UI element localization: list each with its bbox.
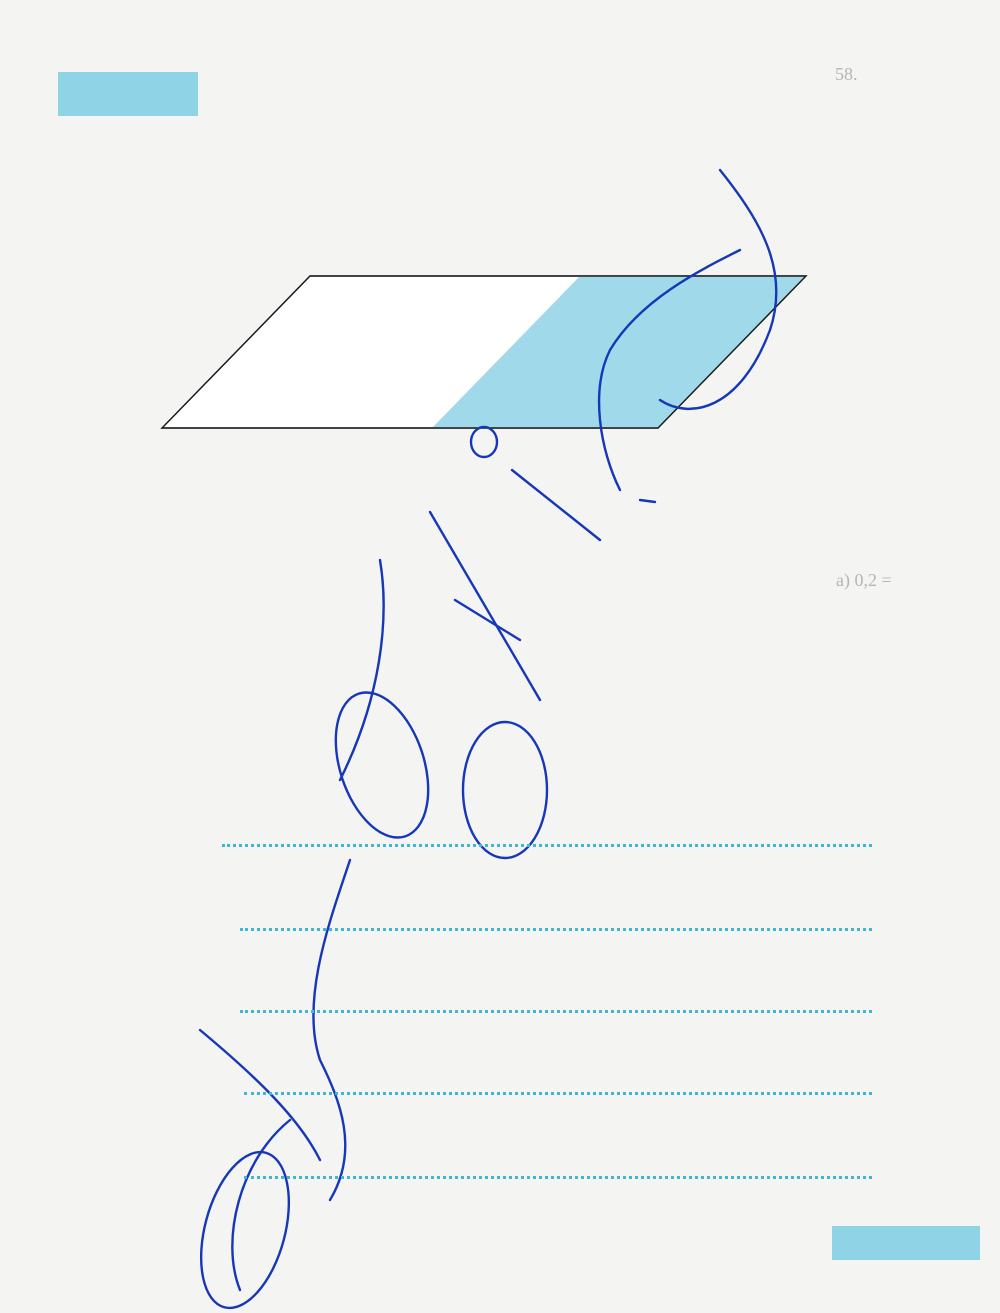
- ink-scribble: [512, 470, 600, 540]
- ink-scribble: [430, 512, 540, 700]
- ink-scribble: [200, 1030, 320, 1160]
- answer-line: [222, 844, 872, 847]
- ink-scribble: [340, 560, 384, 780]
- ink-scribble: [640, 500, 655, 502]
- ink-scribble: [232, 1120, 290, 1290]
- ink-circle: [186, 1142, 305, 1313]
- sample-line: [98, 712, 106, 737]
- ink-scribble: [455, 600, 520, 640]
- answer-line: [244, 1092, 872, 1095]
- answer-line: [240, 1010, 872, 1013]
- bleed-text: 58.: [835, 64, 858, 84]
- bleed-text: а) 0,2 =: [836, 570, 892, 590]
- ink-circle: [463, 722, 547, 858]
- ink-scribble: [313, 860, 350, 1200]
- page-number-band: [832, 1226, 980, 1260]
- answer-line: [244, 1176, 872, 1179]
- ink-circle: [319, 681, 445, 850]
- answer-line: [240, 928, 872, 931]
- ink-circle: [471, 427, 497, 457]
